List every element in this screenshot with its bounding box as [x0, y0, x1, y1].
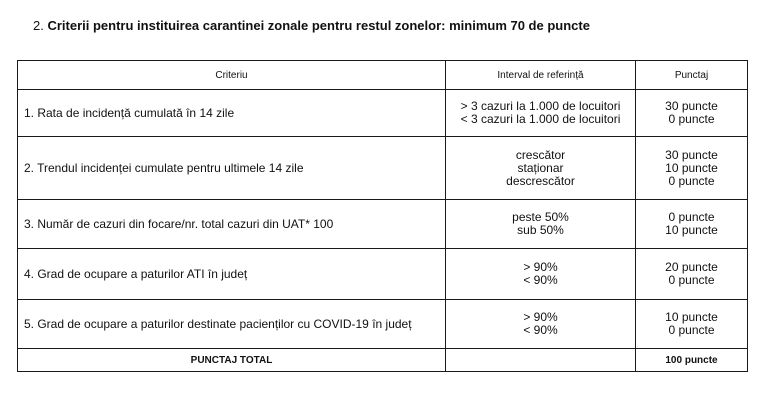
table-row — [18, 90, 748, 137]
criteriu-cell: 5. Grad de ocupare a paturilor destinate pacienților cu COVID-19 în județ — [18, 300, 446, 349]
table-row — [18, 137, 748, 200]
interval-value: peste 50% — [512, 210, 569, 224]
punctaj-cell — [636, 137, 748, 200]
criteriu-cell: 3. Număr de cazuri din focare/nr. total cazuri din UAT* 100 — [18, 200, 446, 249]
punctaj-value: 10 puncte — [665, 223, 718, 237]
criteria-table — [17, 60, 748, 372]
header-punctaj: Punctaj — [636, 61, 748, 90]
criteriu-cell: 2. Trendul incidenței cumulate pentru ultimele 14 zile — [18, 137, 446, 200]
punctaj-value: 20 puncte — [665, 260, 718, 274]
punctaj-value: 0 puncte — [668, 112, 715, 126]
total-row — [18, 349, 748, 372]
punctaj-cell — [636, 300, 748, 349]
total-label: PUNCTAJ TOTAL — [18, 349, 446, 372]
section-title: Criterii pentru instituirea carantinei zonale pentru restul zonelor: minimum 70 de puncte — [47, 18, 590, 33]
section-heading — [33, 18, 590, 33]
punctaj-cell — [636, 90, 748, 137]
header-interval: Interval de referință — [446, 61, 636, 90]
interval-value: sub 50% — [517, 223, 564, 237]
punctaj-value: 30 puncte — [665, 147, 718, 162]
table-row — [18, 300, 748, 349]
interval-cell — [446, 137, 636, 200]
total-empty-cell — [446, 349, 636, 372]
interval-cell — [446, 90, 636, 137]
section-number: 2. — [33, 18, 44, 33]
interval-cell — [446, 249, 636, 300]
table-row — [18, 200, 748, 249]
interval-value: < 3 cazuri la 1.000 de locuitori — [460, 112, 621, 126]
interval-value: > 90% — [523, 260, 558, 274]
punctaj-cell — [636, 200, 748, 249]
interval-value: < 90% — [523, 323, 558, 337]
interval-cell — [446, 300, 636, 349]
total-value: 100 puncte — [636, 349, 748, 372]
punctaj-value: 0 puncte — [668, 210, 715, 224]
interval-cell — [446, 200, 636, 249]
interval-value: staționar — [517, 160, 564, 175]
interval-value: < 90% — [523, 273, 558, 287]
header-criteriu: Criteriu — [18, 61, 446, 90]
criteriu-cell: 4. Grad de ocupare a paturilor ATI în județ — [18, 249, 446, 300]
punctaj-value: 0 puncte — [668, 323, 715, 337]
interval-value: descrescător — [506, 173, 575, 188]
table-row — [18, 249, 748, 300]
punctaj-cell — [636, 249, 748, 300]
punctaj-value: 10 puncte — [665, 160, 718, 175]
interval-value: crescător — [515, 147, 566, 162]
interval-value: > 3 cazuri la 1.000 de locuitori — [460, 99, 621, 113]
punctaj-value: 10 puncte — [665, 310, 718, 324]
table-header-row — [18, 61, 748, 90]
interval-value: > 90% — [523, 310, 558, 324]
punctaj-value: 0 puncte — [668, 173, 715, 188]
punctaj-value: 30 puncte — [665, 99, 718, 113]
punctaj-value: 0 puncte — [668, 273, 715, 287]
criteriu-cell: 1. Rata de incidență cumulată în 14 zile — [18, 90, 446, 137]
